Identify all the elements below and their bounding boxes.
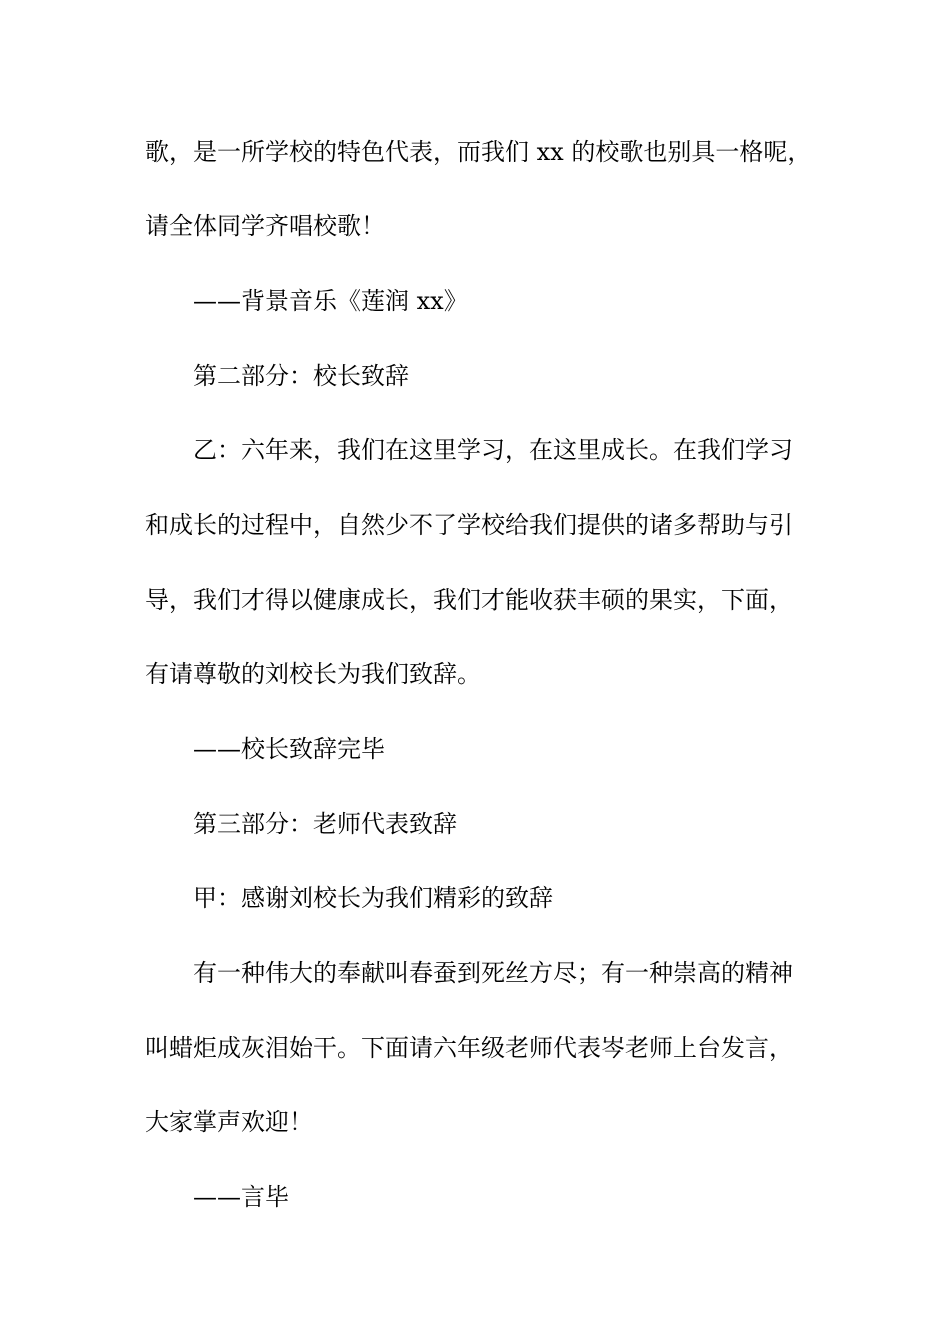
section-heading: 第三部分：老师代表致辞 [193,810,457,838]
body-text-line: 甲：感谢刘校长为我们精彩的致辞 [193,884,553,912]
body-text-line: 歌，是一所学校的特色代表，而我们 xx 的校歌也别具一格呢， [145,138,812,166]
body-text-line: 乙：六年来，我们在这里学习，在这里成长。在我们学习 [193,436,793,464]
stage-direction: ——校长致辞完毕 [193,735,385,763]
body-text-line: 有一种伟大的奉献叫春蚕到死丝方尽；有一种崇高的精神 [193,959,793,987]
body-text-line: 导，我们才得以健康成长，我们才能收获丰硕的果实，下面， [145,586,793,614]
stage-direction: ——言毕 [193,1183,289,1211]
body-text-line: 和成长的过程中，自然少不了学校给我们提供的诸多帮助与引 [145,511,793,539]
body-text-line: 叫蜡炬成灰泪始干。下面请六年级老师代表岑老师上台发言， [145,1034,793,1062]
body-text-line: 请全体同学齐唱校歌！ [145,212,385,240]
section-heading: 第二部分：校长致辞 [193,362,409,390]
body-text-line: 大家掌声欢迎！ [145,1108,313,1136]
body-text-line: 有请尊敬的刘校长为我们致辞。 [145,660,481,688]
stage-direction: ——背景音乐《莲润 xx》 [193,287,468,315]
